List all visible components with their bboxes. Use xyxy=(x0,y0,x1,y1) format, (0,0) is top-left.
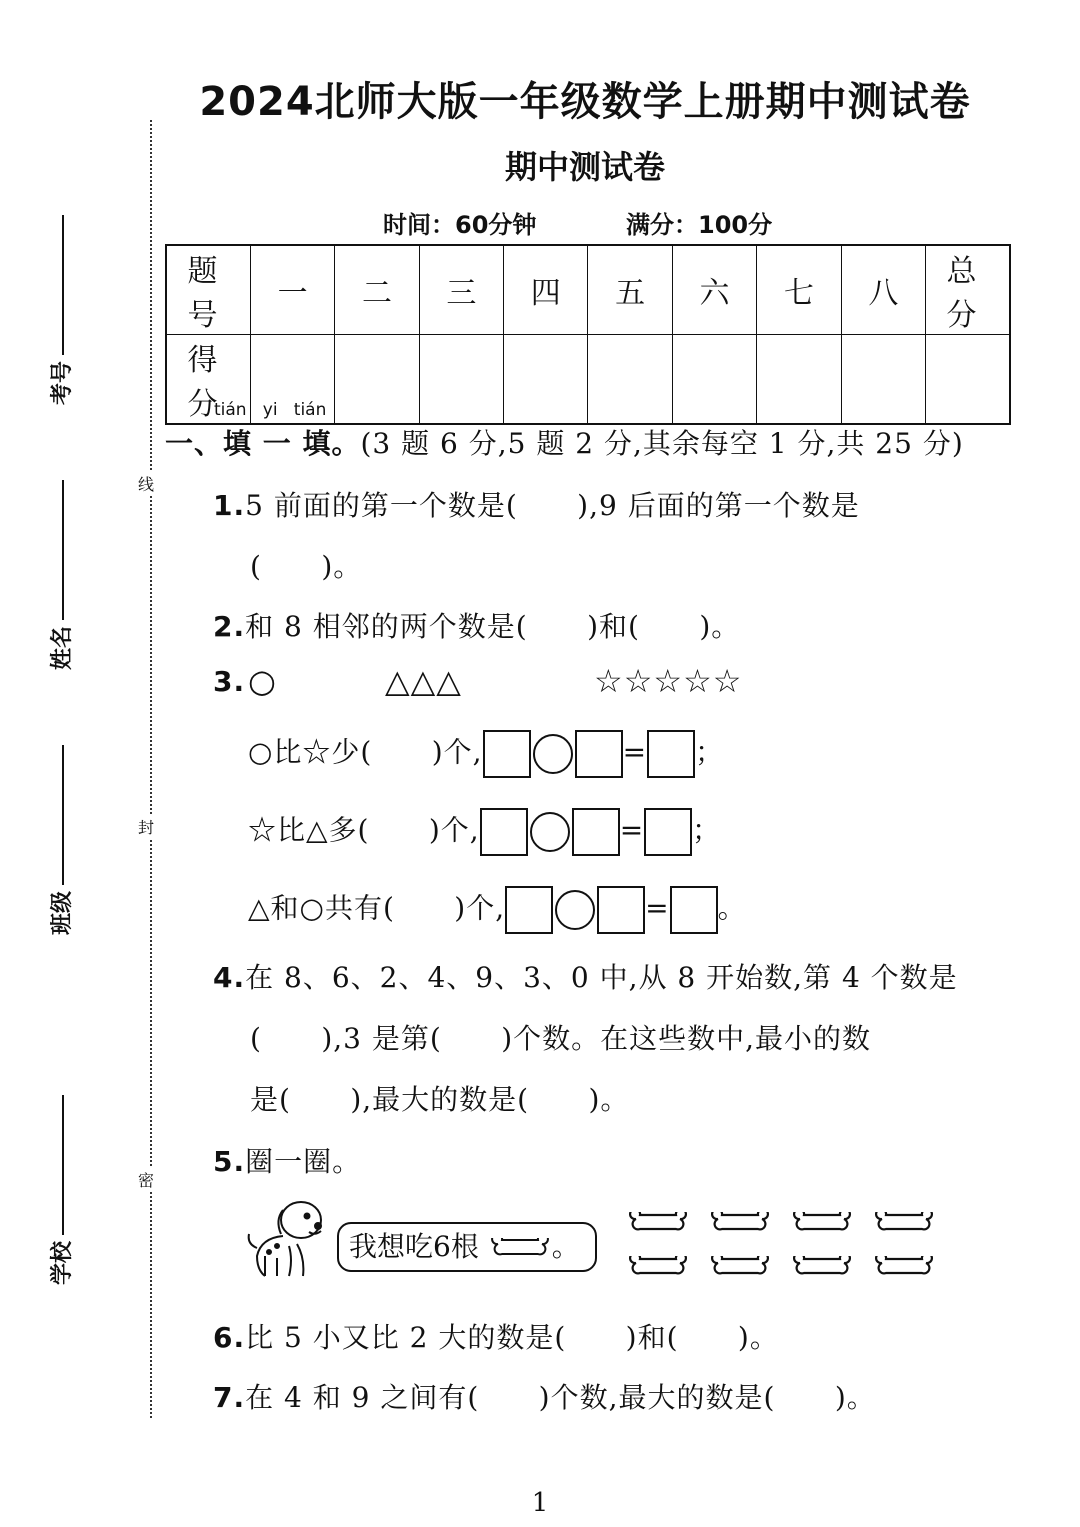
page-number: 1 xyxy=(531,1488,549,1518)
score-cell[interactable] xyxy=(419,335,503,425)
question-number: 5. xyxy=(213,1145,246,1178)
operator-circle[interactable] xyxy=(530,812,570,852)
question-number: 3. xyxy=(213,665,246,698)
score-table-header-row xyxy=(166,245,1010,335)
bone-icon[interactable] xyxy=(790,1256,854,1280)
bone-icon[interactable] xyxy=(708,1256,772,1280)
semicolon: ； xyxy=(692,813,722,847)
question-text: 比 5 小又比 2 大的数是( )和( )。 xyxy=(245,1321,779,1354)
question-7 xyxy=(213,1376,876,1416)
question-1-line-2: ( )。 xyxy=(250,550,363,583)
question-3-number xyxy=(213,665,245,698)
cut-mark-seal: 封 xyxy=(138,815,154,838)
class-field[interactable] xyxy=(45,745,76,935)
answer-box[interactable] xyxy=(644,808,692,856)
cut-mark-line: 线 xyxy=(138,472,154,495)
section-note: (3 题 6 分,5 题 2 分,其余每空 1 分,共 25 分) xyxy=(360,427,964,460)
question-4-line-2: ( ),3 是第( )个数。在这些数中,最小的数 xyxy=(250,1022,872,1055)
triangle-group: △△△ xyxy=(385,662,462,700)
question-4-line-1 xyxy=(213,956,958,996)
score-cell[interactable] xyxy=(335,335,419,425)
question-text: 圈一圈。 xyxy=(245,1145,362,1178)
period: 。 xyxy=(717,891,747,925)
question-text: 5 前面的第一个数是( ),9 后面的第一个数是 xyxy=(245,489,860,522)
answer-box[interactable] xyxy=(647,730,695,778)
class-label: 班级 xyxy=(50,890,75,935)
question-text: 在 8、6、2、4、9、3、0 中,从 8 开始数,第 4 个数是 xyxy=(245,961,958,994)
bone-icon[interactable] xyxy=(708,1212,772,1236)
page-subtitle: 期中测试卷 xyxy=(504,148,665,186)
full-score: 满分：100分 xyxy=(626,211,773,239)
section-title: 一、填 一 填。 xyxy=(165,427,361,460)
speech-bubble xyxy=(337,1222,597,1272)
exam-number-field[interactable] xyxy=(45,215,76,405)
school-blank[interactable] xyxy=(62,1095,64,1235)
score-cell[interactable] xyxy=(672,335,756,425)
answer-box[interactable] xyxy=(483,730,531,778)
bone-icon[interactable] xyxy=(872,1212,936,1236)
answer-box[interactable] xyxy=(572,808,620,856)
exam-number-blank[interactable] xyxy=(62,215,64,355)
question-text: 和 8 相邻的两个数是( )和( )。 xyxy=(245,610,741,643)
answer-box[interactable] xyxy=(597,886,645,934)
school-label: 学校 xyxy=(50,1240,75,1285)
table-header-cell: 题 号 xyxy=(166,245,250,335)
answer-box[interactable] xyxy=(505,886,553,934)
question-3-row-3 xyxy=(248,886,747,934)
question-number: 4. xyxy=(213,961,246,994)
question-6 xyxy=(213,1316,779,1356)
question-text: 在 4 和 9 之间有( )个数,最大的数是( )。 xyxy=(245,1381,876,1414)
bone-icon xyxy=(488,1238,552,1260)
equals-sign: = xyxy=(622,735,648,769)
question-number: 6. xyxy=(213,1321,246,1354)
question-1-line-1 xyxy=(213,484,860,524)
name-blank[interactable] xyxy=(62,480,64,620)
bone-icon[interactable] xyxy=(626,1212,690,1236)
table-header-cell: 五 xyxy=(588,245,672,335)
school-field[interactable] xyxy=(45,1095,76,1285)
table-header-cell: 六 xyxy=(672,245,756,335)
table-header-cell: 四 xyxy=(504,245,588,335)
exam-time: 时间：60分钟 xyxy=(383,211,537,239)
table-header-cell: 一 xyxy=(250,245,334,335)
operator-circle[interactable] xyxy=(555,890,595,930)
table-header-cell: 七 xyxy=(757,245,841,335)
binding-dotted-line xyxy=(150,120,152,1418)
bubble-text: 我想吃6根 xyxy=(349,1230,479,1263)
circle-group: ○ xyxy=(248,662,277,700)
cut-mark-secret: 密 xyxy=(138,1168,154,1191)
semicolon: ； xyxy=(695,735,725,769)
bubble-period: 。 xyxy=(551,1230,580,1263)
equals-sign: = xyxy=(619,813,645,847)
operator-circle[interactable] xyxy=(533,734,573,774)
exam-number-label: 考号 xyxy=(50,360,75,405)
name-label: 姓名 xyxy=(50,625,75,670)
score-table xyxy=(165,244,1011,425)
answer-box[interactable] xyxy=(670,886,718,934)
section-heading xyxy=(165,422,964,462)
name-field[interactable] xyxy=(45,480,76,670)
answer-box[interactable] xyxy=(480,808,528,856)
puppy-illustration xyxy=(243,1196,329,1280)
question-3-row-1 xyxy=(248,730,724,778)
question-4-line-3: 是( ),最大的数是( )。 xyxy=(250,1083,630,1116)
star-group: ☆☆☆☆☆ xyxy=(594,662,743,700)
table-header-cell: 总 分 xyxy=(926,245,1010,335)
bone-icon[interactable] xyxy=(790,1212,854,1236)
bone-icon[interactable] xyxy=(626,1256,690,1280)
question-5 xyxy=(213,1140,361,1180)
equals-sign: = xyxy=(645,891,670,925)
score-cell[interactable] xyxy=(757,335,841,425)
score-row-label: 得 分 xyxy=(166,335,250,425)
question-number: 1. xyxy=(213,489,246,522)
question-3-row-2 xyxy=(248,808,721,856)
table-header-cell: 八 xyxy=(841,245,925,335)
bones-grid[interactable] xyxy=(626,1212,946,1288)
page-title: 2024北师大版一年级数学上册期中测试卷 xyxy=(199,79,971,125)
question-2 xyxy=(213,605,740,645)
row-text: ☆比△多( )个, xyxy=(248,813,480,847)
score-cell[interactable] xyxy=(926,335,1010,425)
row-text: ○比☆少( )个, xyxy=(248,735,483,769)
question-number: 2. xyxy=(213,610,246,643)
section-pinyin: tián yi tián xyxy=(214,400,327,420)
table-header-cell: 二 xyxy=(335,245,419,335)
table-header-cell: 三 xyxy=(419,245,503,335)
score-cell[interactable] xyxy=(588,335,672,425)
answer-box[interactable] xyxy=(575,730,623,778)
question-number: 7. xyxy=(213,1381,246,1414)
class-blank[interactable] xyxy=(62,745,64,885)
row-text: △和○共有( )个, xyxy=(248,891,506,925)
score-cell[interactable] xyxy=(504,335,588,425)
score-cell[interactable] xyxy=(841,335,925,425)
bone-icon[interactable] xyxy=(872,1256,936,1280)
